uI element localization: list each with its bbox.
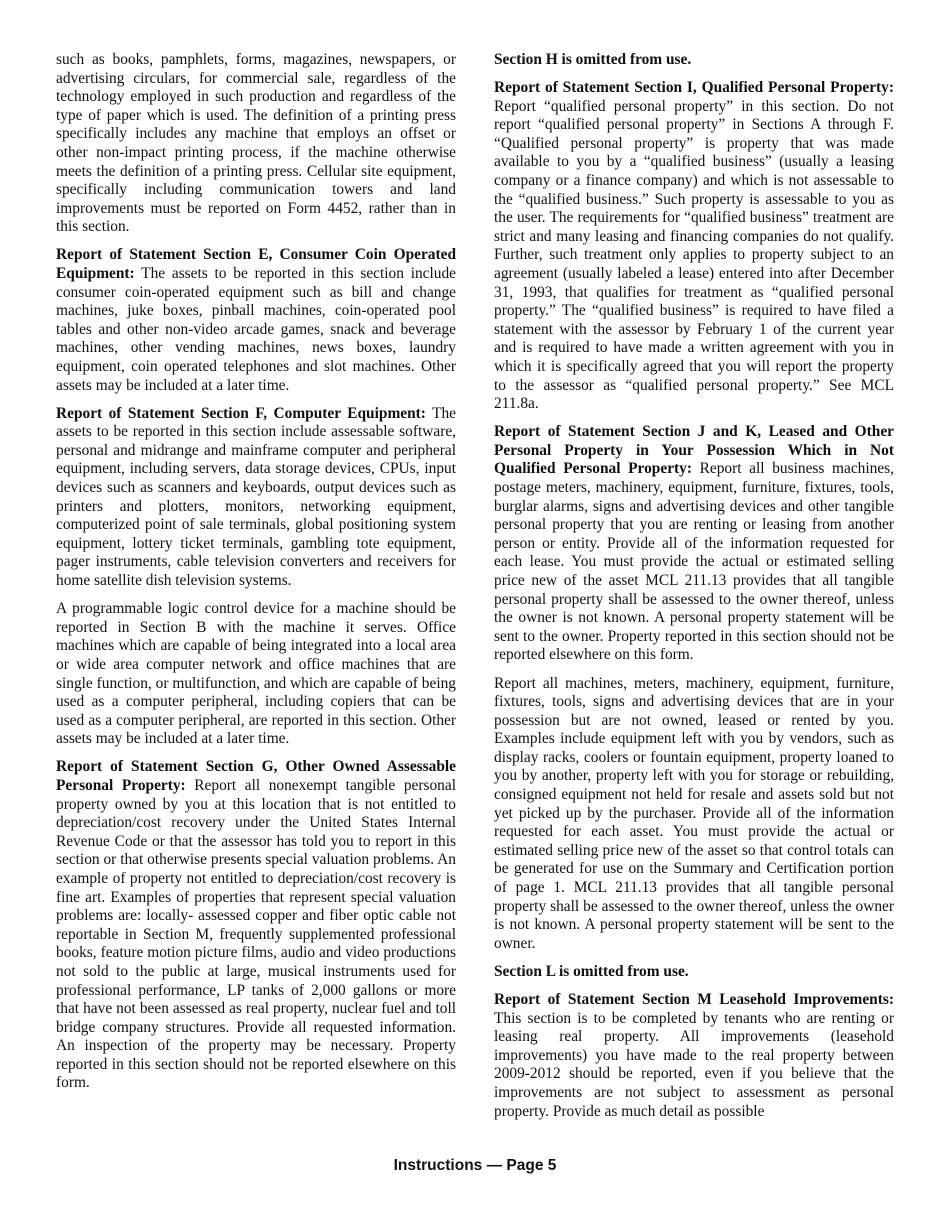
section-i-heading: Report of Statement Section I, Qualified Personal Property:: [494, 79, 894, 97]
left-column: [56, 51, 456, 1103]
page-footer: [0, 1157, 950, 1175]
paragraph-section-h: [494, 51, 894, 70]
paragraph-logic-control: A programmable logic control device for a machine should be reported in Section B with the machine it serves. Office machines which are capable of being integrated into a local area or wide area computer network and office machines that are single function, or multifunction, and which are capable of being used as a computer peripheral, including copiers that can be used as a computer peripheral, are reported in this section. Other assets may be included at a later time.: [56, 600, 456, 748]
right-column: [494, 51, 894, 1131]
paragraph-possession: Report all machines, meters, machinery, equipment, furniture, fixtures, tools, signs and advertising devices that are in your possession but are not owned, leased or rented by you. Examples include equipment left with you by vendors, such as display racks, coolers or fountain equipment, property loaned to you by another, property left with you for storage or rebuilding, consigned equipment not held for resale and assets sold but not yet picked up by the purchaser. Provide all of the information requested for each asset. You must provide the actual or estimated selling price new of the asset so that control totals can be generated for use on the Summary and Certification portion of page 1. MCL 211.13 provides that all tangible personal property shall be assessed to the owner thereof, unless the owner is not known. A personal property statement will be sent to the owner.: [494, 674, 894, 952]
paragraph-section-g: Report of Statement Section G, Other Owned Assessable Personal Property: Report all nonexempt tangible personal property owned by you at this location that is not entitled to depreciation/cost recovery under the United States Internal Revenue Code or that the assessor has told you to report in this section or that otherwise presents special valuation problems. An example of property not entitled to depreciation/cost recovery is fine art. Examples of properties that represent special valuation problems are: locally- assessed copper and fiber optic cable not reportable in Section M, frequently supplemented professional books, feature motion picture films, audio and video productions not sold to the public at large, musical instruments used for professional performance, LP tanks of 2,000 gallons or more that have not been assessed as real property, nuclear fuel and toll bridge company structures. Provide all requested information. An inspection of the property may be necessary. Property reported in this section should not be reported elsewhere on this form.: [56, 758, 456, 1092]
paragraph-section-e: Report of Statement Section E, Consumer Coin Operated Equipment: The assets to be reported in this section include consumer coin-operated equipment such as bill and change machines, juke boxes, pinball machines, coin-operated pool tables and other non-video arcade games, snack and beverage machines, other vending machines, news boxes, laundry equipment, coin operated telephones and slot machines. Other assets may be included at a later time.: [56, 246, 456, 394]
paragraph-printing-press: such as books, pamphlets, forms, magazines, newspapers, or advertising circulars, for commercial sale, regardless of the technology employed in such production and regardless of the type of paper which is used. The definition of a printing press specifically includes any machine that employs an offset or other non-impact printing process, if the machine otherwise meets the definition of a printing press. Cellular site equipment, specifically including communication towers and land improvements must be reported on Form 4452, rather than in this section.: [56, 51, 456, 236]
section-j-k-heading: Report of Statement Section J and K, Leased and Other Personal Property in Your Possession Which in Not Qualified Personal Property:: [494, 423, 894, 478]
paragraph-section-m: Report of Statement Section M Leasehold Improvements: This section is to be completed by tenants who are renting or leasing real property. All improvements (leasehold improvements) you have made to the real property between 2009-2012 should be reported, even if you believe that the improvements are not subject to assessment as personal property. Provide as much detail as possible: [494, 991, 894, 1120]
section-m-heading: Report of Statement Section M Leasehold Improvements:: [494, 991, 894, 1008]
section-l-heading: Section L is omitted from use.: [494, 962, 689, 980]
paragraph-section-f: Report of Statement Section F, Computer Equipment: The assets to be reported in this section include assessable software, personal and midrange and mainframe computer and peripheral equipment, including servers, data storage devices, CPUs, input devices such as scanners and keyboards, output devices such as printers and plotters, monitors, networking equipment, computerized point of sale terminals, global positioning system equipment, lottery ticket terminals, gambling tote equipment, pager instruments, cable television converters and receivers for home satellite dish television systems.: [56, 404, 457, 590]
paragraph-section-l: [494, 963, 894, 982]
section-f-heading: Report of Statement Section F, Computer Equipment:: [56, 404, 426, 422]
section-h-heading: Section H is omitted from use.: [494, 51, 692, 68]
section-g-heading: Report of Statement Section G, Other Owned Assessable Personal Property:: [56, 758, 456, 794]
section-e-heading: Report of Statement Section E, Consumer Coin Operated Equipment:: [56, 246, 456, 283]
paragraph-section-j-k: Report of Statement Section J and K, Leased and Other Personal Property in Your Possession Which in Not Qualified Personal Property: Report all business machines, postage meters, machinery, equipment, furniture, fixtures, tools, burglar alarms, signs and advertising devices and other tangible personal property that you are renting or leasing from another person or entity. Provide all of the information requested for each lease. You must provide the actual or estimated selling price new of the asset MCL 211.13 provides that all tangible personal property shall be assessed to the owner thereof, unless the owner is not known. A personal property statement will be sent to the owner. Property reported in this section should not be reported elsewhere on this form.: [494, 423, 894, 664]
page-number-label: Instructions — Page 5: [393, 1157, 557, 1174]
paragraph-section-i: Report of Statement Section I, Qualified Personal Property: Report “qualified personal property” in this section. Do not report “qualified personal property” in Sections A through F. “Qualified personal property” is property that was made available to you by a “qualified business” (usually a leasing company or a finance company) and which is not assessable to the “qualified business.” Such property is assessable to you as the user. The requirements for “qualified business” treatment are strict and many leasing and financing companies do not qualify. Further, such treatment only applies to property subject to an agreement (usually labeled a lease) entered into after December 31, 1993, that qualifies for treatment as “qualified personal property.” The “qualified business” is required to have filed a statement with the assessor by February 1 of the current year and is required to have made a written agreement with you in which it is specifically agreed that you will report the property to the assessor as “qualified personal property.” See MCL 211.8a.: [494, 79, 894, 413]
